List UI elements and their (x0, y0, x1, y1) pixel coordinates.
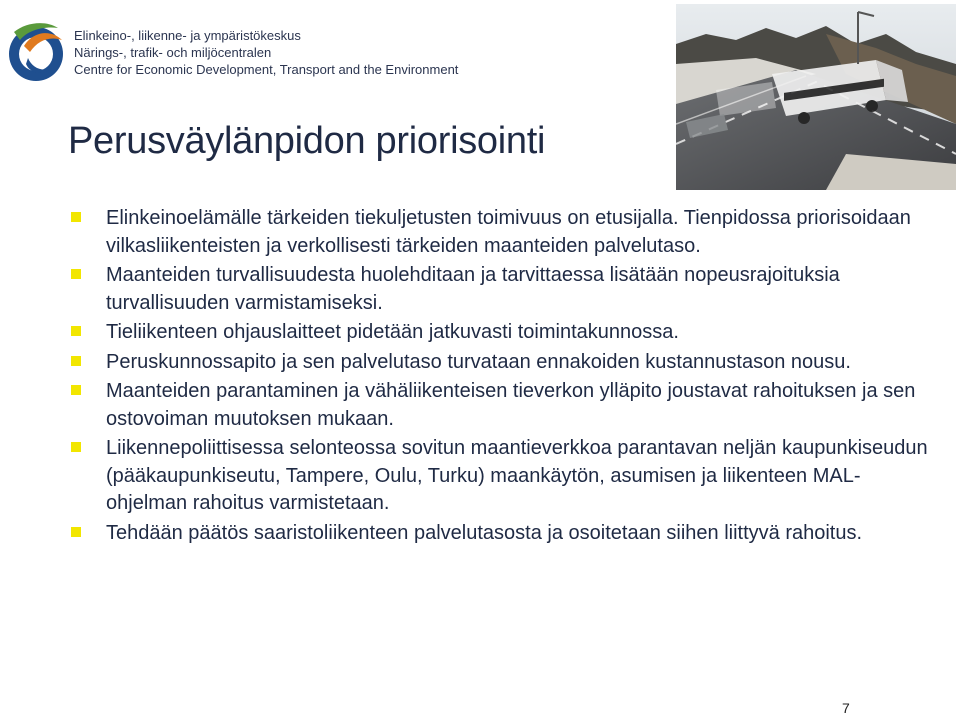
square-bullet-icon (71, 326, 81, 336)
organization-name (74, 27, 458, 78)
bullet-item (68, 378, 928, 433)
bullet-item (68, 262, 928, 317)
org-name-finnish: Elinkeino-, liikenne- ja ympäristökeskus (74, 28, 301, 43)
bullet-item (68, 205, 928, 260)
square-bullet-icon (71, 212, 81, 222)
square-bullet-icon (71, 269, 81, 279)
square-bullet-icon (71, 356, 81, 366)
slide-title: Perusväylänpidon priorisointi (68, 120, 546, 162)
bullet-list (68, 205, 928, 549)
square-bullet-icon (71, 527, 81, 537)
bullet-text: Tieliikenteen ohjauslaitteet pidetään jatkuvasti toimintakunnossa. (106, 321, 679, 343)
square-bullet-icon (71, 442, 81, 452)
page-number: 7 (842, 700, 850, 716)
org-name-english: Centre for Economic Development, Transport and the Environment (74, 62, 459, 77)
square-bullet-icon (71, 385, 81, 395)
highway-truck-photo (676, 4, 956, 190)
ely-centre-logo-icon (6, 18, 68, 84)
bullet-item (68, 520, 928, 548)
bullet-text: Tehdään päätös saaristoliikenteen palvelutasosta ja osoitetaan siihen liittyvä rahoitus. (106, 521, 863, 544)
bullet-text: Maanteiden turvallisuudesta huolehditaan ja tarvittaessa lisätään nopeusrajoituksia turvallisuuden varmistamiseksi. (106, 264, 840, 314)
org-name-swedish: Närings-, trafik- och miljöcentralen (74, 45, 272, 60)
bullet-item (68, 319, 928, 347)
bullet-text: Peruskunnossapito ja sen palvelutaso turvataan ennakoiden kustannustason nousu. (106, 350, 851, 373)
bullet-text: Maanteiden parantaminen ja vähäliikenteisen tieverkon ylläpito joustavat rahoituksen ja sen ostovoiman muutoksen mukaan. (106, 380, 916, 430)
bullet-item (68, 435, 928, 518)
bullet-text: Elinkeinoelämälle tärkeiden tiekuljetusten toimivuus on etusijalla. Tienpidossa priorisoidaan vilkasliikenteisten ja verkollisesti tärkeiden maanteiden palvelutaso. (106, 207, 911, 257)
bullet-text: Liikennepoliittisessa selonteossa sovitun maantieverkkoa parantavan neljän kaupunkiseudun (pääkaupunkiseutu, Tampere, Oulu, Turku) maankäytön, asumisen ja liikenteen MAL-ohjelman rahoitus varmistetaan. (106, 437, 928, 514)
bullet-item (68, 349, 928, 377)
